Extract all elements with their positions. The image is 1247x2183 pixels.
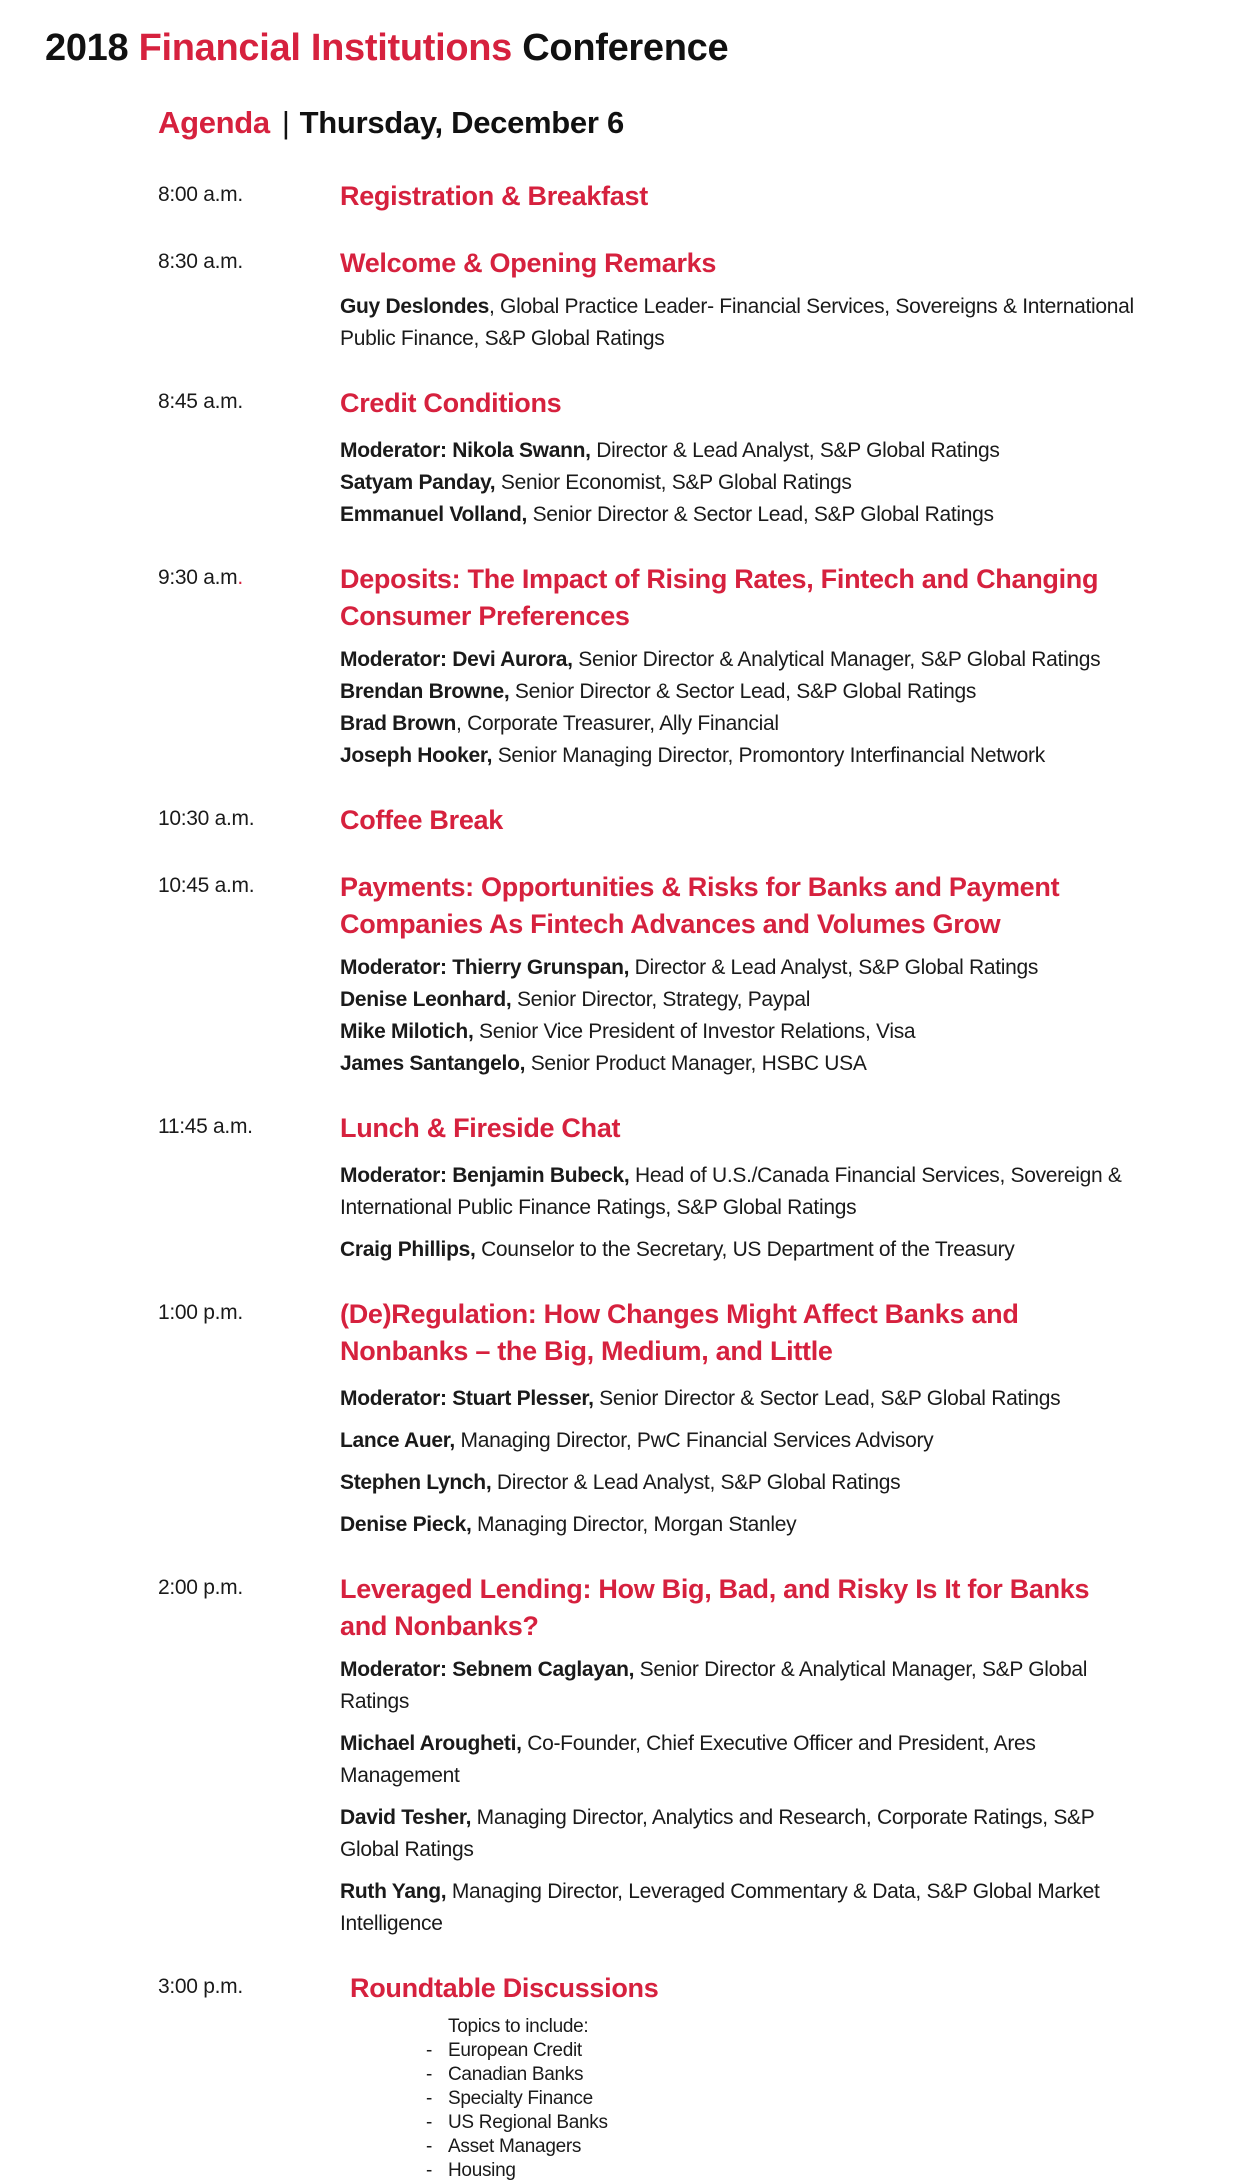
session-time-red-period: . bbox=[237, 566, 243, 589]
speaker-name: Joseph Hooker, bbox=[340, 744, 493, 767]
speaker-role: , Corporate Treasurer, Ally Financial bbox=[456, 712, 779, 735]
session-time bbox=[158, 561, 340, 595]
speaker-entry bbox=[340, 435, 1135, 467]
topic-dash: - bbox=[426, 2160, 433, 2181]
session-time: 10:45 a.m. bbox=[158, 874, 255, 897]
session-row bbox=[158, 385, 1187, 531]
topic-text: Housing bbox=[448, 2160, 516, 2181]
session-row bbox=[158, 245, 1187, 355]
session-title: Deposits: The Impact of Rising Rates, Fintech and Changing Consumer Preferences bbox=[340, 564, 1099, 631]
speaker-name: Craig Phillips, bbox=[340, 1238, 476, 1261]
topic-text: European Credit bbox=[448, 2040, 582, 2061]
session-title: Credit Conditions bbox=[340, 388, 562, 418]
topic-dash: - bbox=[426, 2136, 433, 2157]
conference-title bbox=[45, 26, 1247, 70]
speaker-name: Moderator: Benjamin Bubeck, bbox=[340, 1164, 630, 1187]
session-row bbox=[158, 1110, 1187, 1266]
topic-dash: - bbox=[426, 2088, 433, 2109]
speaker-role: Head of U.S./Canada Financial Services, Sovereign & International Public Finance Ratings, S&P Global Ratings bbox=[340, 1164, 1122, 1219]
speaker-name: Guy Deslondes bbox=[340, 295, 489, 318]
speaker-name: Michael Arougheti, bbox=[340, 1732, 522, 1755]
agenda-header bbox=[158, 104, 1247, 142]
speaker-role: Senior Director & Analytical Manager, S&P Global Ratings bbox=[340, 1658, 1088, 1713]
speaker-entry bbox=[340, 291, 1135, 355]
session-row bbox=[158, 869, 1187, 1080]
session-body bbox=[340, 869, 1135, 1080]
speaker-name: Moderator: Sebnem Caglayan, bbox=[340, 1658, 635, 1681]
topic-text: Canadian Banks bbox=[448, 2064, 584, 2085]
conference-title-year: 2018 bbox=[45, 27, 139, 69]
speaker-list bbox=[340, 435, 1135, 531]
speaker-role: Senior Vice President of Investor Relations, Visa bbox=[473, 1020, 916, 1043]
speaker-entry bbox=[340, 1234, 1135, 1266]
speaker-entry bbox=[340, 1802, 1135, 1866]
speaker-role: Counselor to the Secretary, US Department of the Treasury bbox=[475, 1238, 1015, 1261]
speaker-role: Managing Director, PwC Financial Services Advisory bbox=[454, 1429, 934, 1452]
session-row bbox=[158, 561, 1187, 772]
speaker-entry bbox=[340, 644, 1135, 676]
speaker-entry bbox=[340, 1467, 1135, 1499]
speaker-entry bbox=[340, 952, 1135, 984]
agenda-divider: | bbox=[281, 105, 290, 140]
speaker-list bbox=[340, 952, 1135, 1080]
speaker-list bbox=[340, 1383, 1135, 1541]
speaker-name: Denise Pieck, bbox=[340, 1513, 472, 1536]
session-title: Coffee Break bbox=[340, 805, 503, 835]
session-title: Leveraged Lending: How Big, Bad, and Risky Is It for Banks and Nonbanks? bbox=[340, 1574, 1090, 1641]
speaker-name: Ruth Yang, bbox=[340, 1880, 447, 1903]
speaker-role: Managing Director, Analytics and Research, Corporate Ratings, S&P Global Ratings bbox=[340, 1806, 1095, 1861]
speaker-entry bbox=[340, 1160, 1135, 1224]
speaker-list bbox=[340, 644, 1135, 772]
session-title: Lunch & Fireside Chat bbox=[340, 1113, 621, 1143]
conference-title-highlight: Financial Institutions bbox=[138, 27, 513, 69]
topic-text: Asset Managers bbox=[448, 2136, 582, 2157]
speaker-entry bbox=[340, 984, 1135, 1016]
speaker-entry bbox=[340, 708, 1135, 740]
speaker-role: Senior Director & Analytical Manager, S&P Global Ratings bbox=[572, 648, 1101, 671]
speaker-name: David Tesher, bbox=[340, 1806, 472, 1829]
speaker-name: Moderator: Nikola Swann, bbox=[340, 439, 591, 462]
speaker-entry bbox=[340, 499, 1135, 531]
session-time: 8:30 a.m. bbox=[158, 250, 243, 273]
session-row bbox=[158, 802, 1187, 839]
session-time: 3:00 p.m. bbox=[158, 1975, 243, 1998]
speaker-role: Co-Founder, Chief Executive Officer and President, Ares Management bbox=[340, 1732, 1036, 1787]
session-body bbox=[340, 561, 1135, 772]
session-time: 8:00 a.m. bbox=[158, 183, 243, 206]
conference-title-suffix: Conference bbox=[512, 27, 729, 69]
speaker-entry bbox=[340, 1016, 1135, 1048]
session-row bbox=[158, 1296, 1187, 1541]
speaker-name: Emmanuel Volland, bbox=[340, 503, 528, 526]
topic-item bbox=[426, 2111, 1135, 2135]
topic-text: US Regional Banks bbox=[448, 2112, 608, 2133]
speaker-role: Director & Lead Analyst, S&P Global Ratings bbox=[590, 439, 1000, 462]
speaker-list bbox=[340, 1160, 1135, 1266]
speaker-name: Moderator: Thierry Grunspan, bbox=[340, 956, 630, 979]
session-row bbox=[158, 1970, 1187, 2183]
speaker-entry bbox=[340, 1728, 1135, 1792]
speaker-entry bbox=[340, 1048, 1135, 1080]
session-time-text: 9:30 a.m bbox=[158, 566, 238, 589]
speaker-name: Stephen Lynch, bbox=[340, 1471, 492, 1494]
speaker-entry bbox=[340, 1425, 1135, 1457]
speaker-role: Senior Director & Sector Lead, S&P Global Ratings bbox=[527, 503, 994, 526]
speaker-role: Director & Lead Analyst, S&P Global Ratings bbox=[629, 956, 1039, 979]
session-body bbox=[340, 1970, 1135, 2183]
session-time: 8:45 a.m. bbox=[158, 390, 243, 413]
speaker-role: Senior Managing Director, Promontory Interfinancial Network bbox=[492, 744, 1045, 767]
topic-item bbox=[426, 2039, 1135, 2063]
session-title: Payments: Opportunities & Risks for Banks and Payment Companies As Fintech Advances and Volumes Grow bbox=[340, 872, 1060, 939]
session-time: 2:00 p.m. bbox=[158, 1576, 243, 1599]
topic-text: Specialty Finance bbox=[448, 2088, 593, 2109]
session-title: Roundtable Discussions bbox=[350, 1973, 659, 2003]
agenda-label: Agenda bbox=[158, 105, 270, 140]
topic-dash: - bbox=[426, 2040, 433, 2061]
topic-dash: - bbox=[426, 2064, 433, 2085]
session-time: 11:45 a.m. bbox=[158, 1115, 253, 1138]
speaker-role: Managing Director, Leveraged Commentary & Data, S&P Global Market Intelligence bbox=[340, 1880, 1100, 1935]
speaker-entry bbox=[340, 1383, 1135, 1415]
session-body bbox=[340, 245, 1135, 355]
topic-item bbox=[426, 2087, 1135, 2111]
session-title: Welcome & Opening Remarks bbox=[340, 248, 717, 278]
session-row bbox=[158, 178, 1187, 215]
speaker-name: Satyam Panday, bbox=[340, 471, 496, 494]
speaker-role: Director & Lead Analyst, S&P Global Ratings bbox=[491, 1471, 901, 1494]
speaker-list bbox=[340, 291, 1135, 355]
speaker-entry bbox=[340, 676, 1135, 708]
speaker-role: Senior Director & Sector Lead, S&P Global Ratings bbox=[509, 680, 977, 703]
speaker-name: Moderator: Stuart Plesser, bbox=[340, 1387, 594, 1410]
topics-block bbox=[426, 2015, 1135, 2183]
speaker-entry bbox=[340, 467, 1135, 499]
session-body bbox=[340, 1571, 1135, 1940]
speaker-name: Brad Brown bbox=[340, 712, 457, 735]
speaker-name: Denise Leonhard, bbox=[340, 988, 512, 1011]
speaker-entry bbox=[340, 1509, 1135, 1541]
speaker-role: Managing Director, Morgan Stanley bbox=[471, 1513, 797, 1536]
speaker-role: Senior Economist, S&P Global Ratings bbox=[495, 471, 852, 494]
session-list bbox=[0, 178, 1247, 2183]
session-body bbox=[340, 385, 1135, 531]
speaker-name: James Santangelo, bbox=[340, 1052, 526, 1075]
speaker-entry bbox=[340, 1654, 1135, 1718]
speaker-role: Senior Director & Sector Lead, S&P Global Ratings bbox=[593, 1387, 1061, 1410]
speaker-role: Senior Product Manager, HSBC USA bbox=[525, 1052, 867, 1075]
speaker-entry bbox=[340, 1876, 1135, 1940]
session-body bbox=[340, 802, 1135, 839]
session-time: 10:30 a.m. bbox=[158, 807, 255, 830]
session-title: (De)Regulation: How Changes Might Affect Banks and Nonbanks – the Big, Medium, and Little bbox=[340, 1299, 1019, 1366]
session-time: 1:00 p.m. bbox=[158, 1301, 243, 1324]
agenda-date: Thursday, December 6 bbox=[299, 105, 624, 140]
session-body bbox=[340, 178, 1135, 215]
speaker-list bbox=[340, 1654, 1135, 1940]
topic-item bbox=[426, 2135, 1135, 2159]
speaker-entry bbox=[340, 740, 1135, 772]
session-row bbox=[158, 1571, 1187, 1940]
topic-dash: - bbox=[426, 2112, 433, 2133]
session-body bbox=[340, 1296, 1135, 1541]
topic-item bbox=[426, 2063, 1135, 2087]
speaker-role: , Global Practice Leader- Financial Services, Sovereigns & International Public Finance, S&P Global Ratings bbox=[340, 295, 1134, 350]
speaker-name: Lance Auer, bbox=[340, 1429, 455, 1452]
speaker-name: Mike Milotich, bbox=[340, 1020, 474, 1043]
topic-item bbox=[426, 2159, 1135, 2183]
speaker-role: Senior Director, Strategy, Paypal bbox=[511, 988, 811, 1011]
session-body bbox=[340, 1110, 1135, 1266]
topics-label: Topics to include: bbox=[448, 2016, 589, 2037]
session-title: Registration & Breakfast bbox=[340, 181, 648, 211]
speaker-name: Brendan Browne, bbox=[340, 680, 510, 703]
speaker-name: Moderator: Devi Aurora, bbox=[340, 648, 573, 671]
